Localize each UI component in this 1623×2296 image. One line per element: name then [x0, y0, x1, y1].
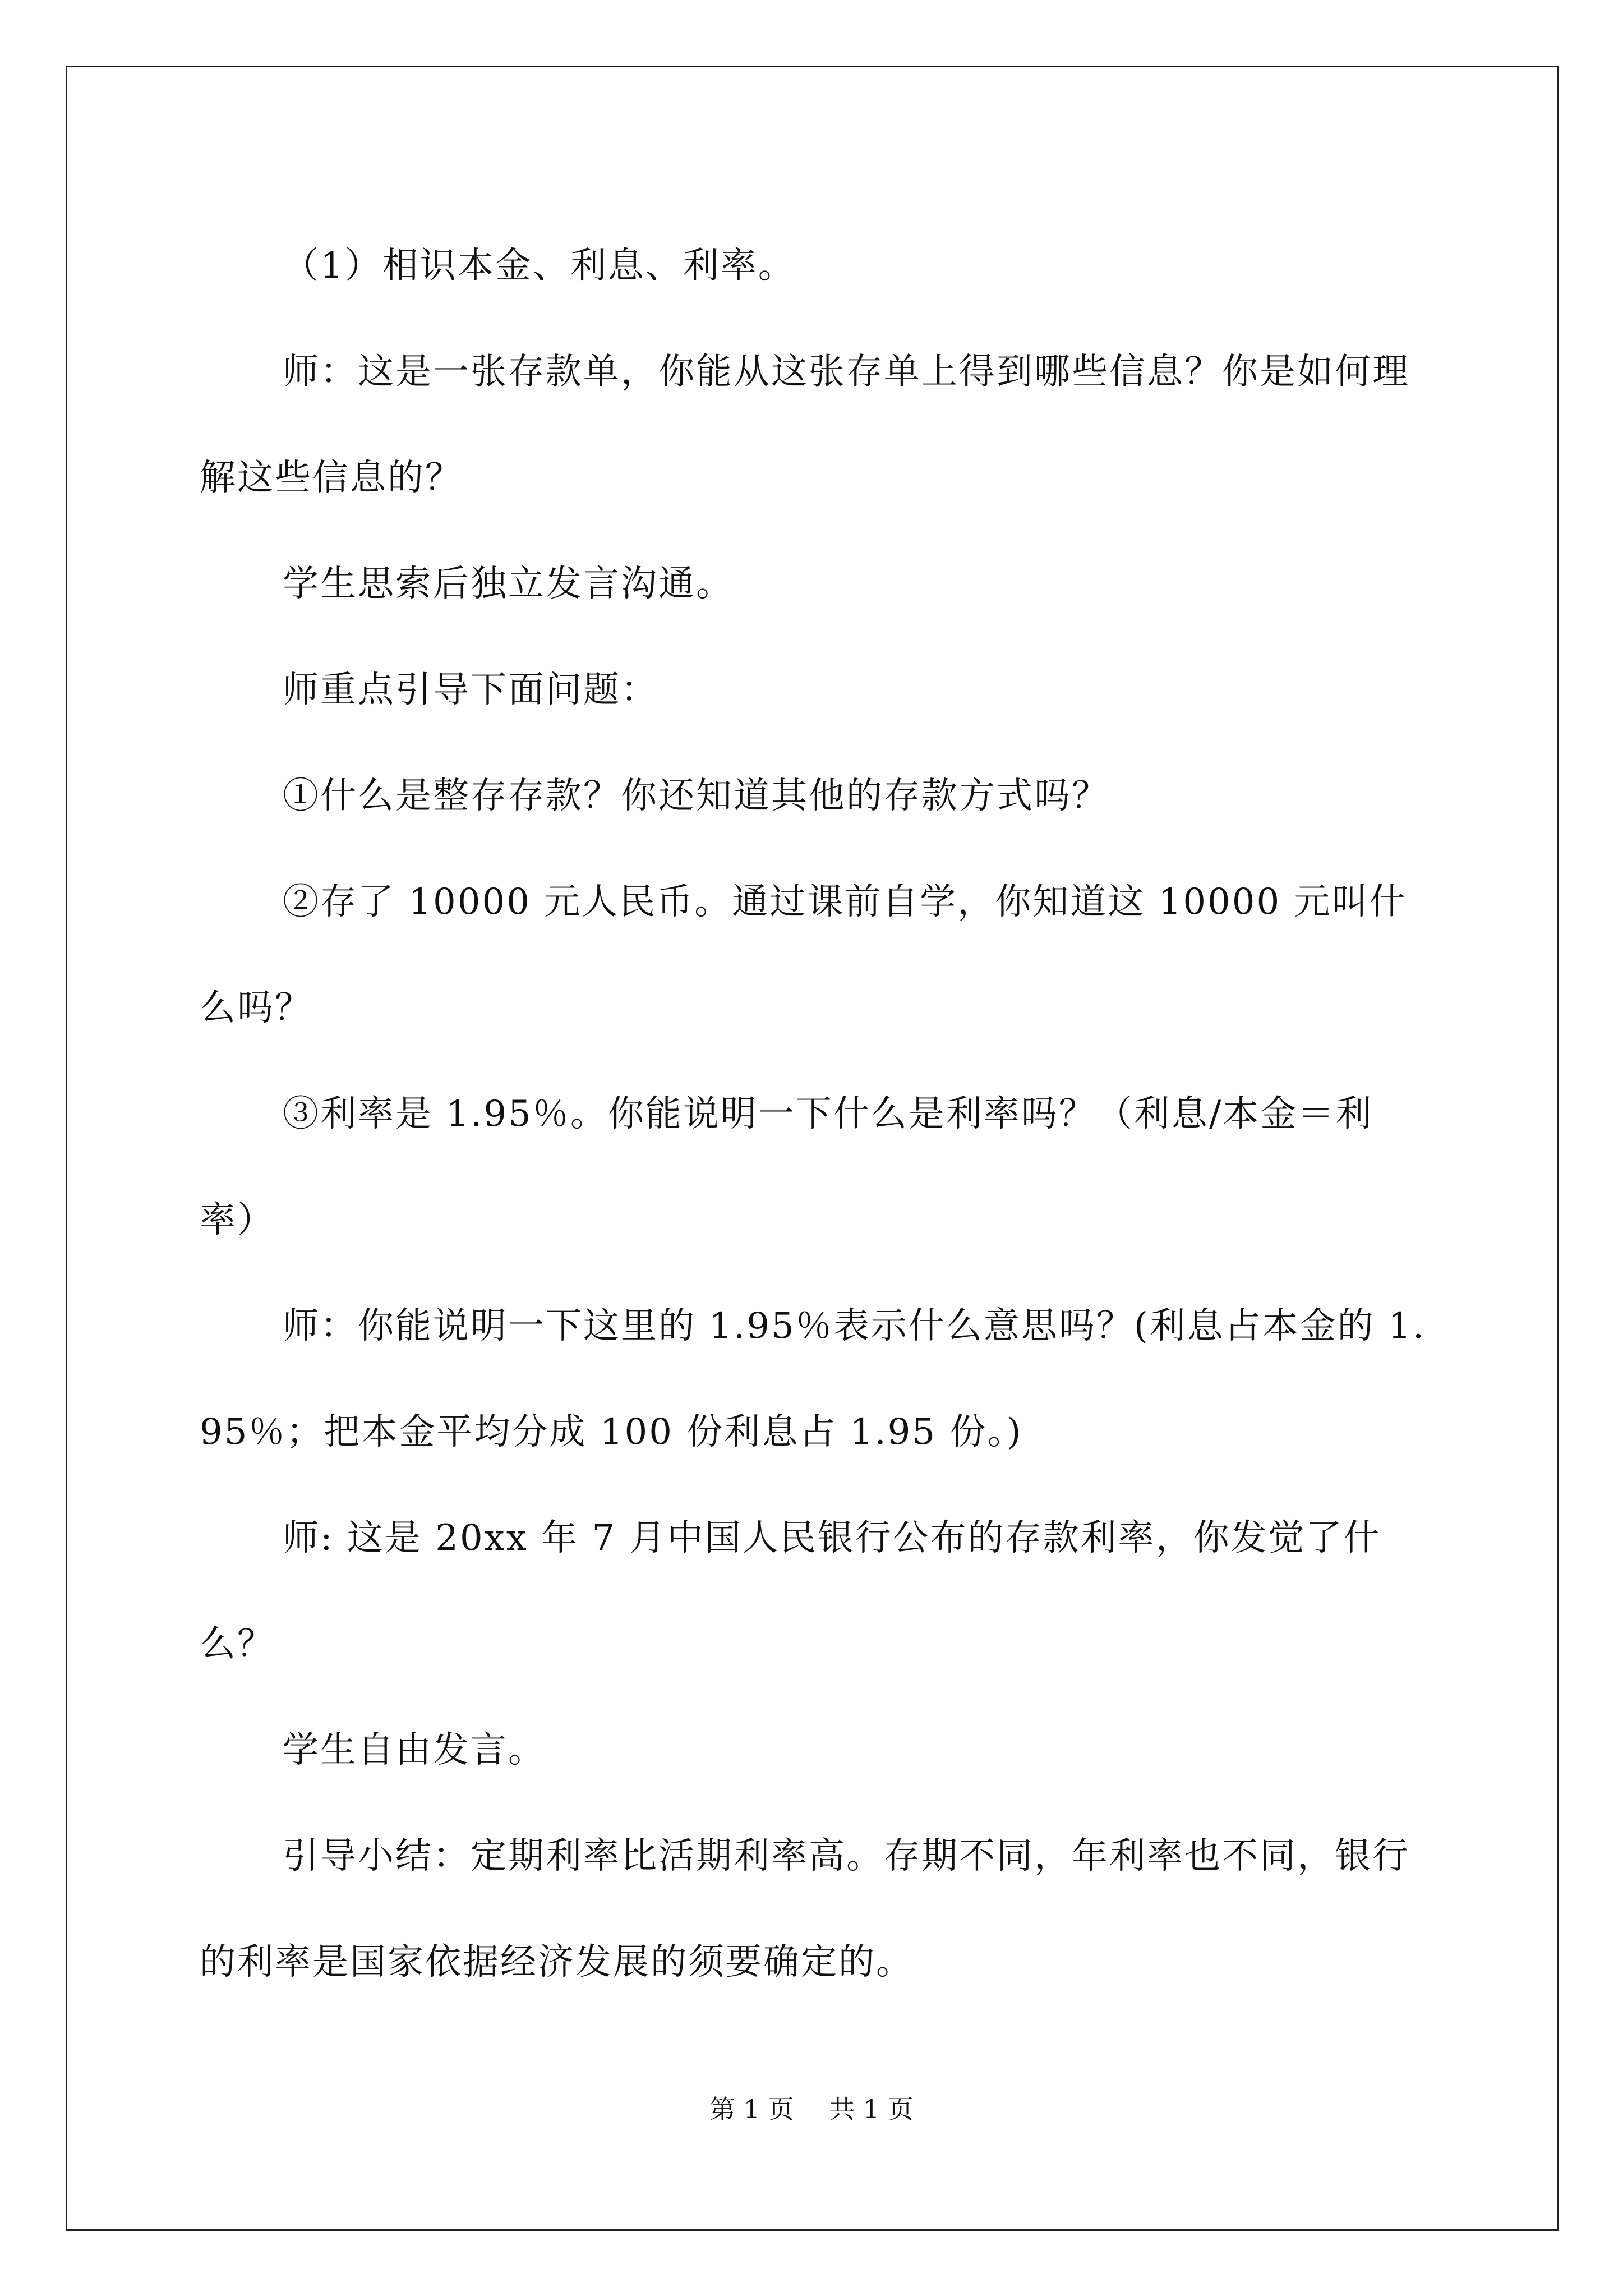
paragraph-9: 师: 这是 20xx 年 7 月中国人民银行公布的存款利率，你发觉了什么？	[200, 1517, 1381, 1665]
paragraph-10: 学生自由发言。	[283, 1729, 546, 1771]
paragraph-7: ③利率是 1.95％。你能说明一下什么是利率吗？（利息/本金＝利率）	[200, 1093, 1373, 1241]
paragraph-3: 学生思索后独立发言沟通。	[283, 563, 734, 605]
paragraph-11: 引导小结：定期利率比活期利率高。存期不同，年利率也不同，银行的利率是国家依据经济发展的须要确定的。	[200, 1835, 1410, 1983]
page-number-total: 共 1 页	[829, 2094, 914, 2124]
paragraph-2: 师：这是一张存款单，你能从这张存单上得到哪些信息？你是如何理解这些信息的？	[200, 351, 1410, 499]
paragraph-5: ①什么是整存存款？你还知道其他的存款方式吗？	[283, 775, 1109, 817]
paragraph-1: （1）相识本金、利息、利率。	[283, 245, 796, 287]
paragraph-4: 师重点引导下面问题：	[283, 669, 658, 711]
paragraph-6: ②存了 10000 元人民币。通过课前自学，你知道这 10000 元叫什么吗？	[200, 881, 1407, 1029]
page-number-current: 第 1 页	[709, 2094, 794, 2124]
paragraph-8: 师：你能说明一下这里的 1.95％表示什么意思吗？(利息占本金的 1.95％；把本金平均分成 100 份利息占 1.95 份。)	[200, 1305, 1426, 1453]
page-footer	[0, 2092, 1623, 2126]
document-body	[200, 213, 1428, 2016]
